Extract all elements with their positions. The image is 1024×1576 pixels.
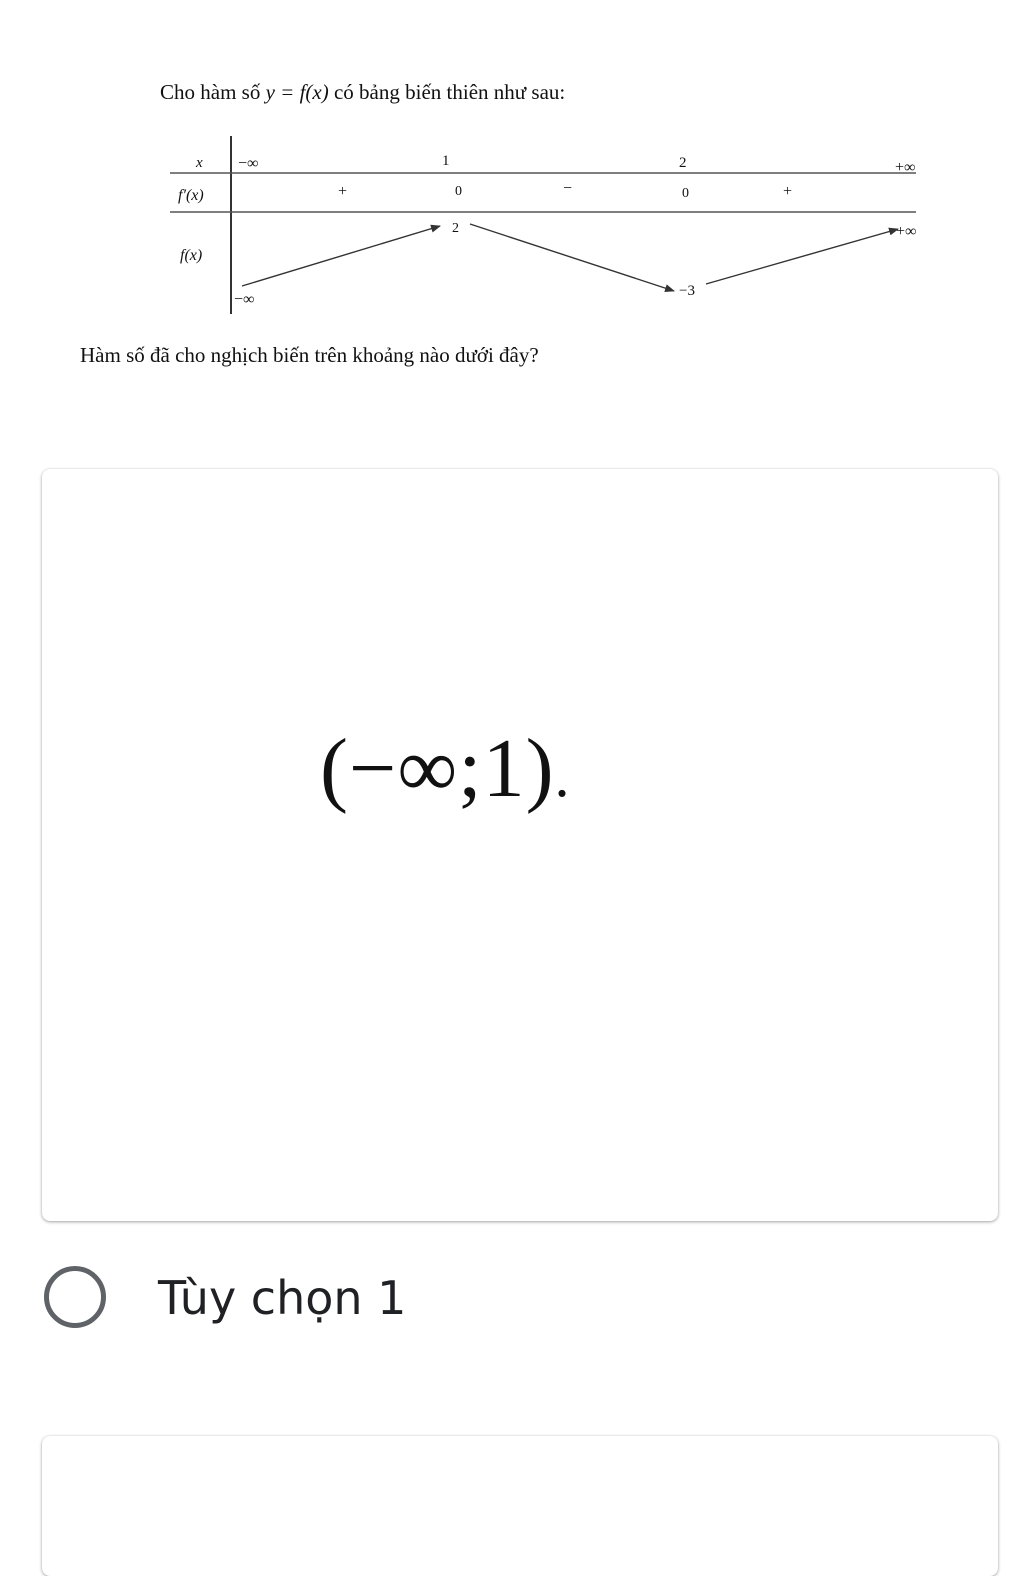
intro-math: y = f(x) <box>265 80 329 104</box>
row-label-function: f(x) <box>180 247 203 264</box>
f-value-max: 2 <box>452 221 459 236</box>
intro-suffix: có bảng biến thiên như sau: <box>333 80 566 104</box>
f-value-min: −3 <box>679 283 695 299</box>
option-label[interactable]: Tùy chọn 1 <box>158 1271 407 1325</box>
x-value-plus-inf: +∞ <box>895 159 916 176</box>
f-value-plus-inf: +∞ <box>896 223 917 240</box>
x-value-2: 2 <box>679 155 687 171</box>
sign-minus: − <box>563 180 573 197</box>
x-value-1: 1 <box>442 153 450 169</box>
row-label-derivative: f′(x) <box>178 187 204 204</box>
next-option-card <box>42 1436 998 1576</box>
intro-prefix: Cho hàm số <box>160 80 261 104</box>
sign-zero-2: 0 <box>682 186 689 201</box>
arrow-decreasing <box>470 224 674 291</box>
question-prompt: Hàm số đã cho nghịch biến trên khoảng nào dưới đây? <box>80 343 539 367</box>
sign-plus-1: + <box>338 183 348 200</box>
row-label-x: x <box>196 155 203 171</box>
option-image-card <box>42 469 998 1221</box>
sign-zero-1: 0 <box>455 184 462 199</box>
option-formula-end: . <box>554 743 571 809</box>
option-radio-button[interactable] <box>44 1266 106 1328</box>
arrow-increasing-2 <box>706 229 898 284</box>
sign-plus-2: + <box>783 183 793 200</box>
arrow-increasing-1 <box>242 226 440 286</box>
f-value-minus-inf: −∞ <box>234 291 255 308</box>
variation-table <box>0 0 1024 330</box>
option-formula <box>320 720 571 817</box>
x-value-minus-inf: −∞ <box>238 155 259 172</box>
option-formula-main: (−∞;1) <box>320 722 555 815</box>
